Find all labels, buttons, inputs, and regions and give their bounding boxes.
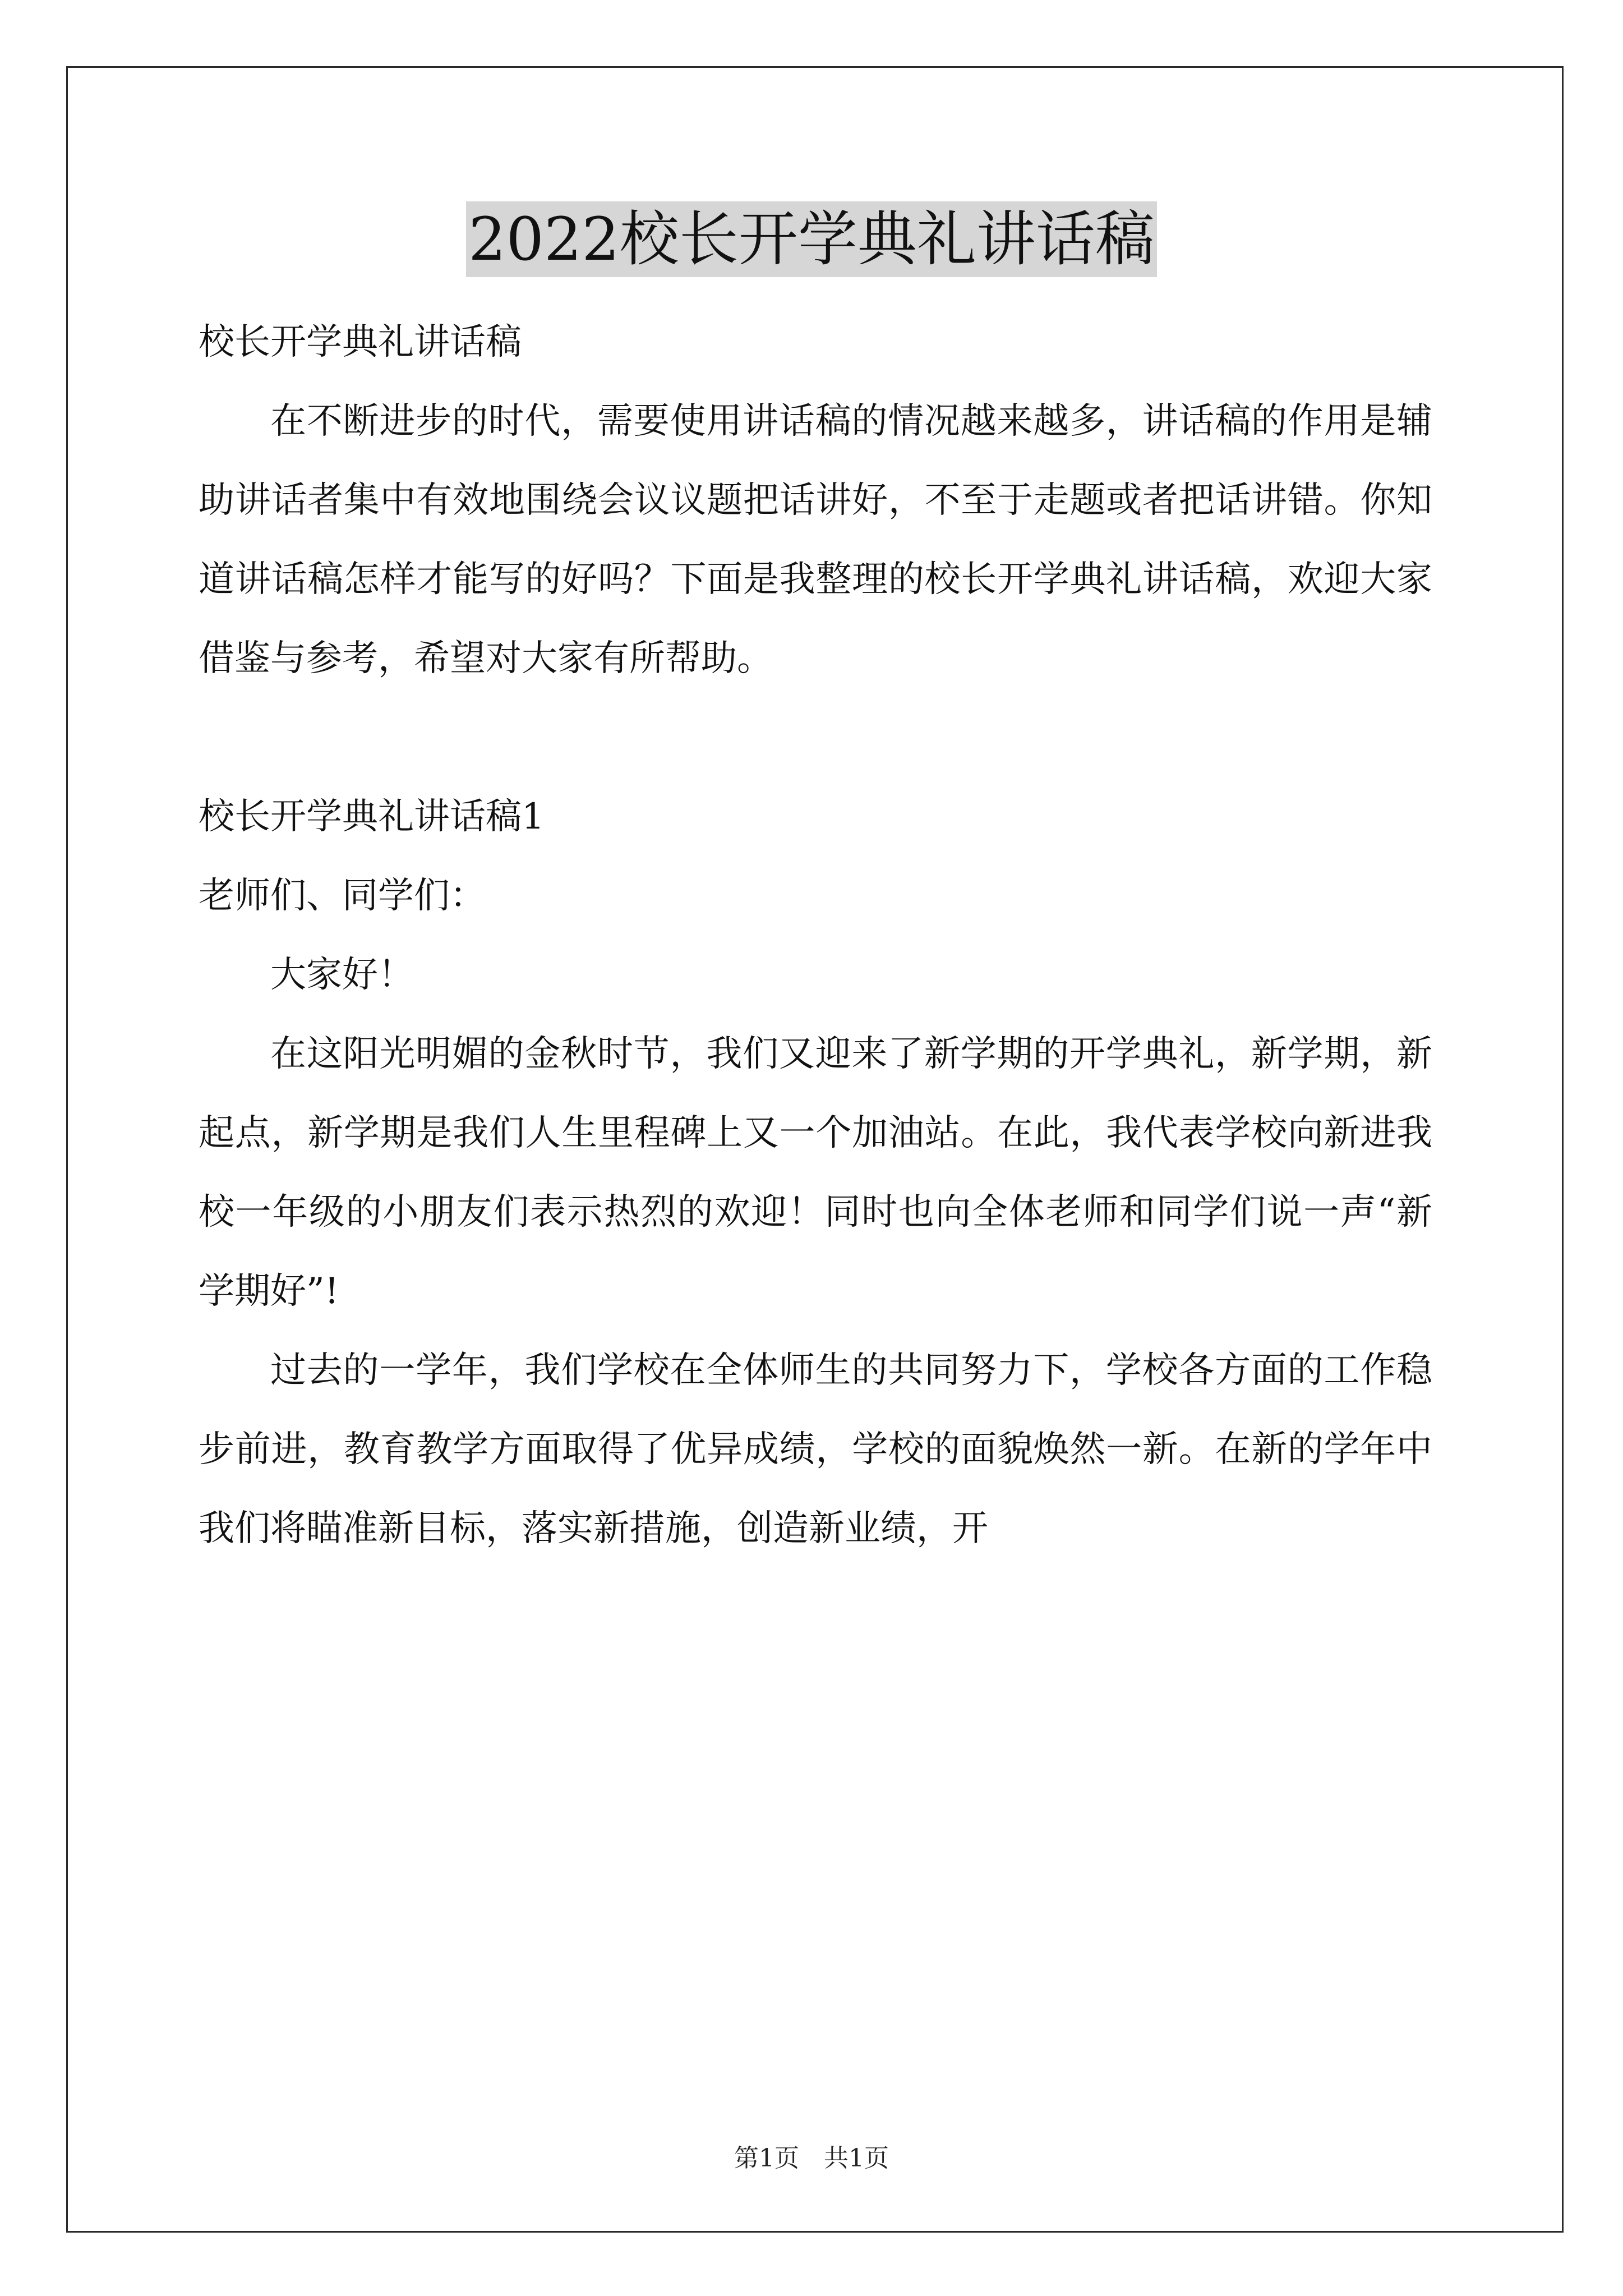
body-paragraph: 在这阳光明媚的金秋时节，我们又迎来了新学期的开学典礼，新学期，新起点，新学期是我们人生里程碑上又一个加油站。在此，我代表学校向新进我校一年级的小朋友们表示热烈的欢迎！同时也向全体老师和同学们说一声“新学期好”! — [199, 1033, 1432, 1312]
salutation-paragraph: 老师们、同学们： — [199, 875, 486, 917]
page-footer — [0, 2142, 1623, 2175]
document-title-text: 2022校长开学典礼讲话稿 — [466, 201, 1157, 277]
page-number: 第1页 共1页 — [734, 2144, 889, 2173]
greeting-paragraph: 大家好！ — [270, 954, 414, 996]
document-title — [0, 203, 1623, 276]
body-paragraph: 过去的一学年，我们学校在全体师生的共同努力下，学校各方面的工作稳步前进，教育教学方面取得了优异成绩，学校的面貌焕然一新。在新的学年中我们将瞄准新目标，落实新措施，创造新业绩，开 — [199, 1350, 1432, 1549]
subtitle-paragraph: 校长开学典礼讲话稿 — [199, 321, 522, 363]
intro-paragraph: 在不断进步的时代，需要使用讲话稿的情况越来越多，讲话稿的作用是辅助讲话者集中有效地围绕会议议题把话讲好，不至于走题或者把话讲错。你知道讲话稿怎样才能写的好吗？下面是我整理的校长开学典礼讲话稿，欢迎大家借鉴与参考，希望对大家有所帮助。 — [199, 401, 1432, 679]
document-body — [199, 303, 1432, 1568]
section-heading: 校长开学典礼讲话稿1 — [199, 796, 545, 838]
